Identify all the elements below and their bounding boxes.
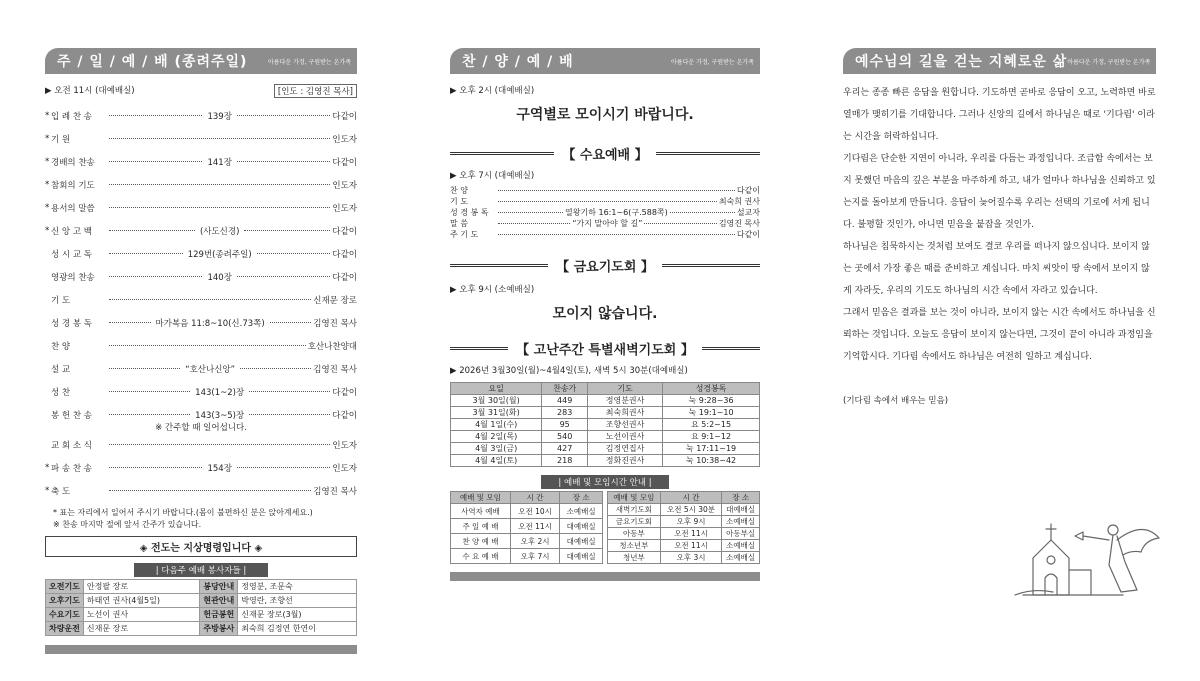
table-row xyxy=(451,407,760,419)
table-row xyxy=(451,549,603,564)
column-header: 성경봉독 xyxy=(663,383,760,395)
staff-person: 노선이 권사 xyxy=(83,608,199,622)
item-name: 성 시 교 독 xyxy=(51,249,92,260)
staff-row xyxy=(46,608,357,622)
item-leader: 다같이 xyxy=(736,186,760,195)
wednesday-heading: 【 수요예배 】 xyxy=(450,144,760,163)
praise-message: 구역별로 모이시기 바랍니다. xyxy=(516,107,694,123)
table-cell: 540 xyxy=(542,431,588,443)
table-cell: 노선이권사 xyxy=(588,431,663,443)
note-line: * 표는 자리에서 일어서 주시기 바랍니다.(몸이 불편하신 분은 앉아계세요.) xyxy=(53,508,313,517)
item-leader: 김영진 목사 xyxy=(313,364,357,375)
item-leader: 다같이 xyxy=(332,249,357,260)
staff-row xyxy=(46,594,357,608)
staff-role: 현관안내 xyxy=(200,594,238,608)
essay-paragraph: 하나님은 침묵하시는 것처럼 보여도 결코 우리를 떠나지 않으십니다. 보이지 않는 곳에서 가장 좋은 때를 준비하고 계십니다. 마치 씨앗이 땅 속에서 보이지 않게 자라듯, 우리의 기도도 하나님의 시간 속에서 자라고 있습니다. xyxy=(843,242,1150,296)
item-name: 기 원 xyxy=(51,134,71,145)
column-header: 장 소 xyxy=(722,492,760,504)
banner-subtitle: 아름다운 가정, 구원받는 온가족 xyxy=(671,58,754,66)
item-detail: “호산나신앙” xyxy=(185,364,236,375)
column-header: 찬송가 xyxy=(542,383,588,395)
item-name: 설 교 xyxy=(51,364,71,375)
table-row xyxy=(608,528,760,540)
table-cell: 정영분권사 xyxy=(588,395,663,407)
table-cell: 427 xyxy=(542,443,588,455)
devotional-banner xyxy=(843,48,1156,74)
table-cell: 대예배실 xyxy=(722,504,760,516)
item-name: 찬 양 xyxy=(450,186,468,195)
devotional-panel xyxy=(843,48,1156,406)
footer-bar xyxy=(450,572,760,581)
table-cell: 수 요 예 배 xyxy=(451,549,511,564)
item-name: 용서의 말씀 xyxy=(51,203,95,214)
praise-worship-banner xyxy=(450,48,760,74)
table-cell: 최숙희권사 xyxy=(588,407,663,419)
table-cell: 아동부실 xyxy=(722,528,760,540)
item-leader: 다같이 xyxy=(332,111,357,122)
item-leader: 다같이 xyxy=(736,230,760,239)
item-leader: 다같이 xyxy=(332,272,357,283)
staff-heading: | 다음주 예배 봉사자들 | xyxy=(134,563,268,577)
table-cell: 오전 11시 xyxy=(660,540,722,552)
table-cell: 요 5:2~15 xyxy=(663,419,760,431)
staff-person: 박영란, 조향선 xyxy=(238,594,357,608)
item-leader: 인도자 xyxy=(332,134,357,145)
table-cell: 오전 11시 xyxy=(660,528,722,540)
item-name: 기 도 xyxy=(51,295,71,306)
service-item xyxy=(45,127,357,150)
item-leader: 신재문 장로 xyxy=(313,295,357,306)
table-cell: 눅 10:38~42 xyxy=(663,455,760,467)
service-item xyxy=(45,456,357,479)
item-name: 성 경 봉 독 xyxy=(450,208,489,217)
column-header: 예배 및 모임 xyxy=(451,492,511,504)
sunday-worship-banner xyxy=(45,48,357,74)
staff-person: 신재문 장로(3월) xyxy=(238,608,357,622)
table-cell: 정화진권사 xyxy=(588,455,663,467)
table-cell: 소예배실 xyxy=(722,540,760,552)
item-leader: 김영진 목사 xyxy=(313,486,357,497)
column-header: 시 간 xyxy=(660,492,722,504)
table-cell: 218 xyxy=(542,455,588,467)
banner-subtitle: 아름다운 가정, 구원받는 온가족 xyxy=(268,58,351,66)
item-leader: 김영진 목사 xyxy=(718,219,760,228)
friday-heading: 【 금요기도회 】 xyxy=(450,256,760,275)
table-cell: 찬 양 예 배 xyxy=(451,534,511,549)
friday-message: 모이지 않습니다. xyxy=(552,306,658,322)
order-of-service xyxy=(45,104,357,502)
item-detail: 141장 xyxy=(207,157,232,168)
stand-mark: * xyxy=(45,179,50,190)
item-leader: 인도자 xyxy=(332,463,357,474)
dawn-prayer-time: ▶ 2026년 3월30일(월)~4월4일(토), 새벽 5시 30분(대예배실) xyxy=(450,366,688,376)
table-row xyxy=(451,455,760,467)
essay-paragraph: 그래서 믿음은 결과를 보는 것이 아니라, 보이지 않는 시간 속에서도 하나님을 신뢰하는 것입니다. 오늘도 응답이 보이지 않는다면, 그것이 끝이 아니라 과정임을 기억합시다. 기다림 속에서도 하나님은 여전히 일하고 계십니다. xyxy=(843,308,1156,362)
stand-mark: * xyxy=(45,133,50,144)
item-leader: 설교자 xyxy=(736,208,760,217)
column-header: 기도 xyxy=(588,383,663,395)
table-cell: 4월 3일(금) xyxy=(451,443,542,455)
devotional-essay xyxy=(843,82,1156,368)
staff-role: 수요기도 xyxy=(46,608,84,622)
stand-mark: * xyxy=(45,156,50,167)
table-cell: 4월 4일(토) xyxy=(451,455,542,467)
table-row xyxy=(608,540,760,552)
item-detail: 143(3~5)장 xyxy=(195,410,245,421)
item-leader: 인도자 xyxy=(332,203,357,214)
dawn-prayer-table xyxy=(450,382,760,467)
praise-time: ▶ 오후 2시 (대예배실) xyxy=(450,86,535,96)
item-detail: 139장 xyxy=(207,111,232,122)
service-item xyxy=(45,288,357,311)
stand-mark: * xyxy=(45,485,50,496)
table-cell: 눅 9:28~36 xyxy=(663,395,760,407)
footer-bar xyxy=(45,645,357,654)
officiant-label: [인도 : 김영진 목사] xyxy=(274,84,357,98)
table-cell: 3월 31일(화) xyxy=(451,407,542,419)
banner-title: 예수님의 길을 걷는 지혜로운 삶 xyxy=(855,54,1068,70)
item-name: 축 도 xyxy=(51,486,71,497)
item-name: 찬 양 xyxy=(51,341,71,352)
service-item xyxy=(45,173,357,196)
table-row xyxy=(451,443,760,455)
table-cell: 소예배실 xyxy=(560,504,603,519)
service-item xyxy=(45,265,357,288)
item-leader: 다같이 xyxy=(332,226,357,237)
item-name: 성 경 봉 독 xyxy=(51,318,92,329)
table-cell: 오후 3시 xyxy=(660,552,722,564)
stand-mark: * xyxy=(45,202,50,213)
table-cell: 금요기도회 xyxy=(608,516,661,528)
column-header: 장 소 xyxy=(560,492,603,504)
wednesday-time: ▶ 오후 7시 (대예배실) xyxy=(450,171,535,181)
stand-mark: * xyxy=(45,225,50,236)
essay-paragraph: 우리는 종종 빠른 응답을 원합니다. 기도하면 곧바로 응답이 오고, 노력하면 바로 열매가 맺히기를 기대합니다. 그러나 신앙의 길에서 하나님은 때로 '기다림' 이라는 시간을 허락하십니다. xyxy=(843,88,1156,142)
banner-title: 주 / 일 / 예 / 배 (종려주일) xyxy=(57,54,248,70)
table-cell: 김정연집사 xyxy=(588,443,663,455)
table-cell: 새벽기도회 xyxy=(608,504,661,516)
schedule-tables xyxy=(450,491,760,564)
table-row xyxy=(451,431,760,443)
essay-signature: (기다림 속에서 배우는 믿음) xyxy=(843,396,949,406)
item-detail: 140장 xyxy=(207,272,232,283)
wednesday-item xyxy=(450,218,760,229)
service-item xyxy=(45,242,357,265)
wednesday-item xyxy=(450,196,760,207)
stand-mark: * xyxy=(45,110,50,121)
item-name: 신 앙 고 백 xyxy=(51,226,92,237)
essay-paragraph: 기다림은 단순한 지연이 아니라, 우리를 다듬는 과정입니다. 조급함 속에서는 보지 못했던 마음의 깊은 부분을 마주하게 하고, 내가 얼마나 하나님을 신뢰하고 있는지를 돌아보게 만듭니다. 응답이 늦어질수록 우리는 선택의 기로에 서게 됩니다. 불평할 것인가, 아니면 믿음을 붙잡을 것인가. xyxy=(843,154,1156,230)
table-cell: 요 9:1~12 xyxy=(663,431,760,443)
staff-person: 신재문 장로 xyxy=(83,622,199,636)
item-leader: 호산나찬양대 xyxy=(307,341,357,352)
column-header: 시 간 xyxy=(510,492,559,504)
service-item xyxy=(45,150,357,173)
staff-role: 봉당안내 xyxy=(200,580,238,594)
banner-subtitle: 아름다운 가정, 구원받는 온가족 xyxy=(1067,58,1151,66)
item-leader: 최숙희 권사 xyxy=(718,197,760,206)
staff-role: 오후기도 xyxy=(46,594,84,608)
table-cell: 4월 1일(수) xyxy=(451,419,542,431)
table-cell: 대예배실 xyxy=(560,549,603,564)
service-item xyxy=(45,311,357,334)
table-cell: 소예배실 xyxy=(722,516,760,528)
staff-table xyxy=(45,579,357,636)
service-notes xyxy=(45,507,357,531)
service-item xyxy=(45,334,357,357)
table-cell: 청년부 xyxy=(608,552,661,564)
stand-mark: * xyxy=(45,462,50,473)
table-cell: 3월 30일(월) xyxy=(451,395,542,407)
offering-note: ※ 간주할 때 일어섭니다. xyxy=(155,422,247,433)
wednesday-item xyxy=(450,185,760,196)
table-row xyxy=(608,552,760,564)
item-name: 성 찬 xyxy=(51,387,71,398)
table-cell: 오전 11시 xyxy=(510,519,559,534)
staff-row xyxy=(46,622,357,636)
item-name: 기 도 xyxy=(450,197,468,206)
table-cell: 대예배실 xyxy=(560,519,603,534)
friday-time: ▶ 오후 9시 (소예배실) xyxy=(450,285,535,295)
angel-church-icon xyxy=(1013,510,1163,600)
table-cell: 청소년부 xyxy=(608,540,661,552)
item-leader: 다같이 xyxy=(332,387,357,398)
table-cell: 눅 17:11~19 xyxy=(663,443,760,455)
table-row xyxy=(451,419,760,431)
table-cell: 아동부 xyxy=(608,528,661,540)
item-name: 영광의 찬송 xyxy=(51,272,95,283)
item-detail: 154장 xyxy=(207,463,232,474)
table-cell: 오전 5시 30분 xyxy=(660,504,722,516)
worship-order-panel xyxy=(45,48,357,654)
item-detail: “가지 말아야 할 길” xyxy=(572,219,643,228)
staff-role: 헌금봉헌 xyxy=(200,608,238,622)
service-item xyxy=(45,219,357,242)
service-item xyxy=(45,357,357,380)
service-item xyxy=(45,104,357,127)
staff-role: 차량운전 xyxy=(46,622,84,636)
service-time-row xyxy=(45,84,357,98)
table-cell: 오후 2시 xyxy=(510,534,559,549)
table-row xyxy=(451,504,603,519)
table-row xyxy=(608,504,760,516)
evangelism-box: ◈ 전도는 지상명령입니다 ◈ xyxy=(45,536,357,557)
item-detail: 143(1~2)장 xyxy=(195,387,245,398)
dawn-prayer-heading: 【 고난주간 특별새벽기도회 】 xyxy=(450,339,760,358)
wednesday-item xyxy=(450,207,760,218)
table-cell: 283 xyxy=(542,407,588,419)
table-cell: 조향선권사 xyxy=(588,419,663,431)
staff-row xyxy=(46,580,357,594)
table-cell: 오후 9시 xyxy=(660,516,722,528)
staff-person: 하태연 권사(4월5일) xyxy=(83,594,199,608)
table-row xyxy=(451,534,603,549)
item-detail: 열왕기하 16:1~6(구.588쪽) xyxy=(565,208,668,217)
item-name: 입 례 찬 송 xyxy=(51,111,92,122)
table-row xyxy=(451,519,603,534)
staff-person: 최숙희 김정연 한연이 xyxy=(238,622,357,636)
staff-person: 안정팔 장로 xyxy=(83,580,199,594)
table-cell: 소예배실 xyxy=(722,552,760,564)
item-leader: 인도자 xyxy=(332,180,357,191)
staff-role: 주방봉사 xyxy=(200,622,238,636)
service-item xyxy=(45,433,357,456)
table-row xyxy=(608,516,760,528)
table-cell: 대예배실 xyxy=(560,534,603,549)
service-time: ▶ 오전 11시 (대예배실) xyxy=(45,86,135,96)
item-detail: (사도신경) xyxy=(199,226,240,237)
wednesday-order xyxy=(450,185,760,240)
item-name: 파 송 찬 송 xyxy=(51,463,92,474)
item-leader: 인도자 xyxy=(332,440,357,451)
service-item xyxy=(45,196,357,219)
table-cell: 사역자 예배 xyxy=(451,504,511,519)
schedule-heading: | 예배 및 모임시간 안내 | xyxy=(541,475,669,489)
item-leader: 다같이 xyxy=(332,157,357,168)
banner-title: 찬 / 양 / 예 / 배 xyxy=(462,54,574,70)
item-name: 교 회 소 식 xyxy=(51,440,92,451)
item-name: 말 씀 xyxy=(450,219,468,228)
table-cell: 오전 10시 xyxy=(510,504,559,519)
schedule-table-left xyxy=(450,491,603,564)
staff-role: 오전기도 xyxy=(46,580,84,594)
praise-worship-panel xyxy=(450,48,760,581)
table-cell: 눅 19:1~10 xyxy=(663,407,760,419)
table-row xyxy=(451,395,760,407)
item-name: 참회의 기도 xyxy=(51,180,95,191)
item-leader: 김영진 목사 xyxy=(313,318,357,329)
note-line: ※ 찬송 마지막 절에 앞서 간주가 있습니다. xyxy=(53,520,202,529)
staff-person: 정영분, 조문숙 xyxy=(238,580,357,594)
column-header: 예배 및 모임 xyxy=(608,492,661,504)
table-cell: 주 일 예 배 xyxy=(451,519,511,534)
schedule-table-right xyxy=(607,491,760,564)
table-cell: 449 xyxy=(542,395,588,407)
item-detail: 129번(종려주일) xyxy=(187,249,252,260)
service-item xyxy=(45,479,357,502)
item-name: 경배의 찬송 xyxy=(51,157,95,168)
wednesday-item xyxy=(450,229,760,240)
item-detail: 마가복음 11:8~10(신.73쪽) xyxy=(155,318,265,329)
service-item xyxy=(45,380,357,403)
item-name: 봉 헌 찬 송 xyxy=(51,410,92,421)
table-cell: 오후 7시 xyxy=(510,549,559,564)
table-cell: 4월 2일(목) xyxy=(451,431,542,443)
table-cell: 95 xyxy=(542,419,588,431)
item-name: 주 기 도 xyxy=(450,230,479,239)
item-leader: 다같이 xyxy=(332,410,357,421)
column-header: 요일 xyxy=(451,383,542,395)
